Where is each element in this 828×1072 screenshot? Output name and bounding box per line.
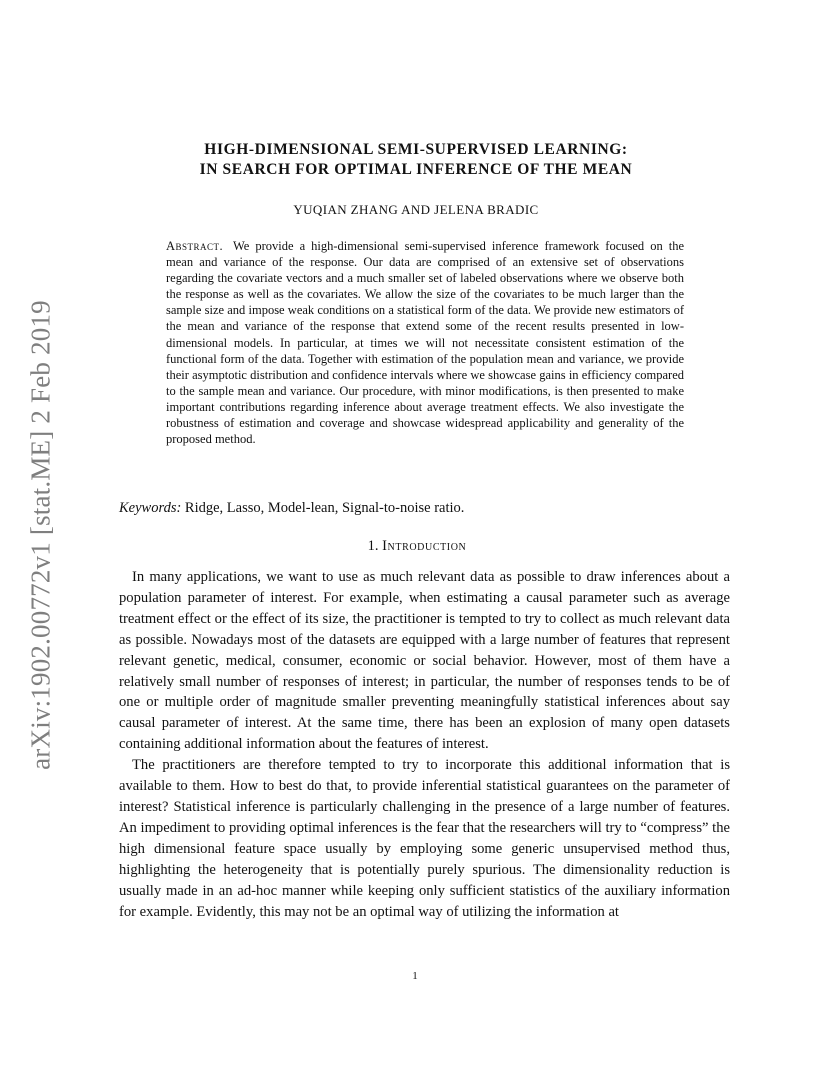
paragraph: The practitioners are therefore tempted to try to incorporate this additional information that is available to them. How to best do that, to provide inferential statistical guarantees on the parameter of interest? Statistical inference is particularly challenging in the presence of a large number of features. An impediment to providing optimal inferences is the fear that the researchers will try to “compress” the high dimensional feature space usually by employing some generic unsupervised method thus, highlighting the heterogeneity that is potentially purely spurious. The dimensionality reduction is usually made in an ad-hoc manner while keeping only sufficient statistics of the auxiliary information for example. Evidently, this may not be an optimal way of utilizing the information at [119,757,730,920]
section-title: Introduction [382,538,467,554]
authors: YUQIAN ZHANG AND JELENA BRADIC [293,202,539,217]
keywords-label: Keywords: [119,500,182,516]
keywords-text: Ridge, Lasso, Model-lean, Signal-to-noise ratio. [184,500,465,516]
abstract-text: We provide a high-dimensional semi-supervised inference framework focused on the mean and variance of the response. Our data are comprised of an extensive set of observations regarding the covariate vectors and a much smaller set of labeled observations where we observe both the response as well as the covariates. We allow the size of the covariates to be much larger than the sample size and impose weak conditions on a statistical form of the data. We provide new estimators of the mean and variance of the response that extend some of the recent results presented in low-dimensional models. In particular, at times we will not necessitate consistent estimation of the functional form of the data. Together with estimation of the population mean and variance, we provide their asymptotic distribution and confidence intervals where we showcase gains in efficiency compared to the sample mean and variance. Our procedure, with minor modifications, is then presented to make important contributions regarding inference about average treatment effects. We also investigate the robustness of estimation and coverage and showcase widespread applicability and generality of the proposed method. [166,239,685,447]
arxiv-identifier-text: arXiv:1902.00772v1 [stat.ME] 2 Feb 2019 [25,300,56,770]
body-text [119,567,730,922]
abstract [166,238,684,447]
title-line: HIGH-DIMENSIONAL SEMI-SUPERVISED LEARNING: [204,141,628,158]
abstract-heading: Abstract. [166,239,224,253]
paragraph: In many applications, we want to use as much relevant data as possible to draw inferences about a population parameter of interest. For example, when estimating a causal parameter such as average treatment effect or the effect of its size, the practitioner is tempted to try to collect as much relevant data as possible. Nowadays most of the datasets are equipped with a large number of features that represent relevant genetic, medical, consumer, economic or social behavior. However, most of them have a relatively small number of responses of interest; in particular, the number of responses tends to be of one or multiple order of magnitude smaller preventing meaningfully statistical inferences about say causal parameter of interest. At the same time, there has been an explosion of many open datasets containing additional information about the features of interest. [119,569,730,753]
title-line: IN SEARCH FOR OPTIMAL INFERENCE OF THE MEAN [199,161,633,178]
page-number: 1 [412,970,418,982]
paper-title [118,140,714,180]
arxiv-identifier [18,300,64,770]
section-heading [119,538,715,555]
keywords [119,500,719,517]
section-number: 1. [367,538,379,554]
